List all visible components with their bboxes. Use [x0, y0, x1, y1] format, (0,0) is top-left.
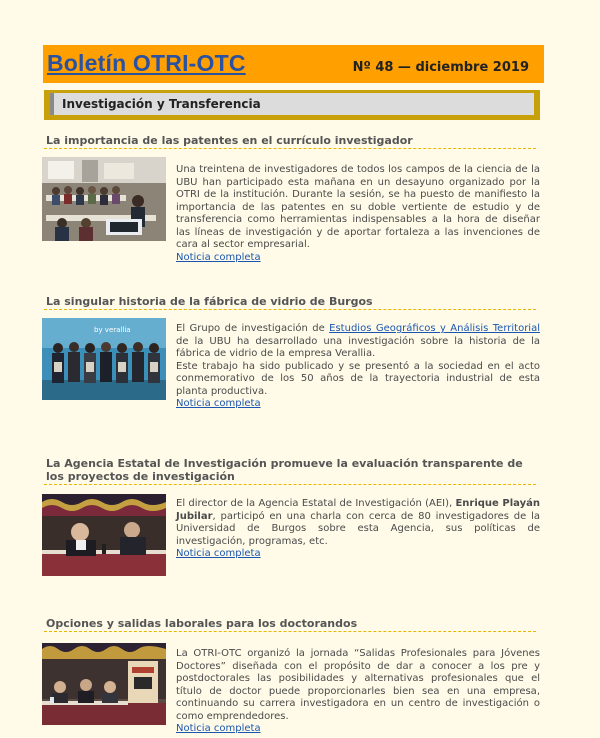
article-body-patentes: Una treintena de investigadores de todos los campos de la ciencia de la UBU han participado esta mañana en un desayuno organizado por la OTRI de la institución. Durante la sesión, se ha puesto de manifiesto la importancia de las patentes en su doble vertiente de estudio y de transferencia como herramientas indispensables a la hora de diseñar las líneas de investigación y de aportar fortaleza a las invenciones de cara al sector empresarial. Noticia completa — [176, 164, 540, 263]
article-divider — [44, 631, 536, 632]
article-body-vidrio: El Grupo de investigación de Estudios Geográficos y Análisis Territorial de la UBU ha desarrollado una investigación sobre la historia de la fábrica de vidrio de la empresa Verallia. Este trabajo ha sido publicado y se presentó a la sociedad en el acto conmemorativo de los 50 años de la trayectoria industrial de esta planta productiva. Noticia completa — [176, 323, 540, 409]
article-body-doctorandos: La OTRI-OTC organizó la jornada “Salidas Profesionales para Jóvenes Doctores” diseñada con el propósito de dar a conocer a los pre y postdoctorales las posibilidades y alternativas profesionales que el título de doctor puede proporcionarles bien sea en una empresa, continuando su carrera investigadora en un centro de investigación o como emprendedores. Noticia completa — [176, 648, 540, 734]
photo-banner-text: by verallia — [94, 326, 131, 334]
article-divider — [44, 148, 536, 149]
newsletter-header — [43, 45, 544, 83]
read-more-link[interactable]: Noticia completa — [176, 398, 261, 409]
article-title-doctorandos: Opciones y salidas laborales para los doctorandos — [46, 617, 358, 630]
newsletter-title[interactable]: Boletín OTRI-OTC — [47, 50, 246, 76]
article-photo-vidrio — [42, 318, 166, 400]
article-divider — [44, 309, 536, 310]
section-title: Investigación y Transferencia — [50, 93, 534, 115]
article-title-agencia: La Agencia Estatal de Investigación promueve la evaluación transparente de los proyectos de investigación — [46, 457, 523, 483]
section-bar — [44, 90, 540, 120]
article-photo-agencia — [42, 494, 166, 576]
article-divider — [44, 484, 536, 485]
article-body-agencia: El director de la Agencia Estatal de Investigación (AEI), Enrique Playán Jubilar, participó en una charla con cerca de 80 investigadores de la Universidad de Burgos sobre esta Agencia, sus políticas de investigación, programas, etc. Noticia completa — [176, 498, 540, 559]
article-photo-patentes — [42, 157, 166, 241]
article-title-vidrio: La singular historia de la fábrica de vidrio de Burgos — [46, 295, 373, 308]
research-group-link[interactable]: Estudios Geográficos y Análisis Territorial — [329, 323, 540, 334]
read-more-link[interactable]: Noticia completa — [176, 548, 261, 559]
read-more-link[interactable]: Noticia completa — [176, 723, 261, 734]
article-photo-doctorandos — [42, 643, 166, 725]
read-more-link[interactable]: Noticia completa — [176, 251, 261, 263]
issue-number: Nº 48 — diciembre 2019 — [352, 60, 529, 75]
article-title-patentes: La importancia de las patentes en el currículo investigador — [46, 134, 413, 147]
